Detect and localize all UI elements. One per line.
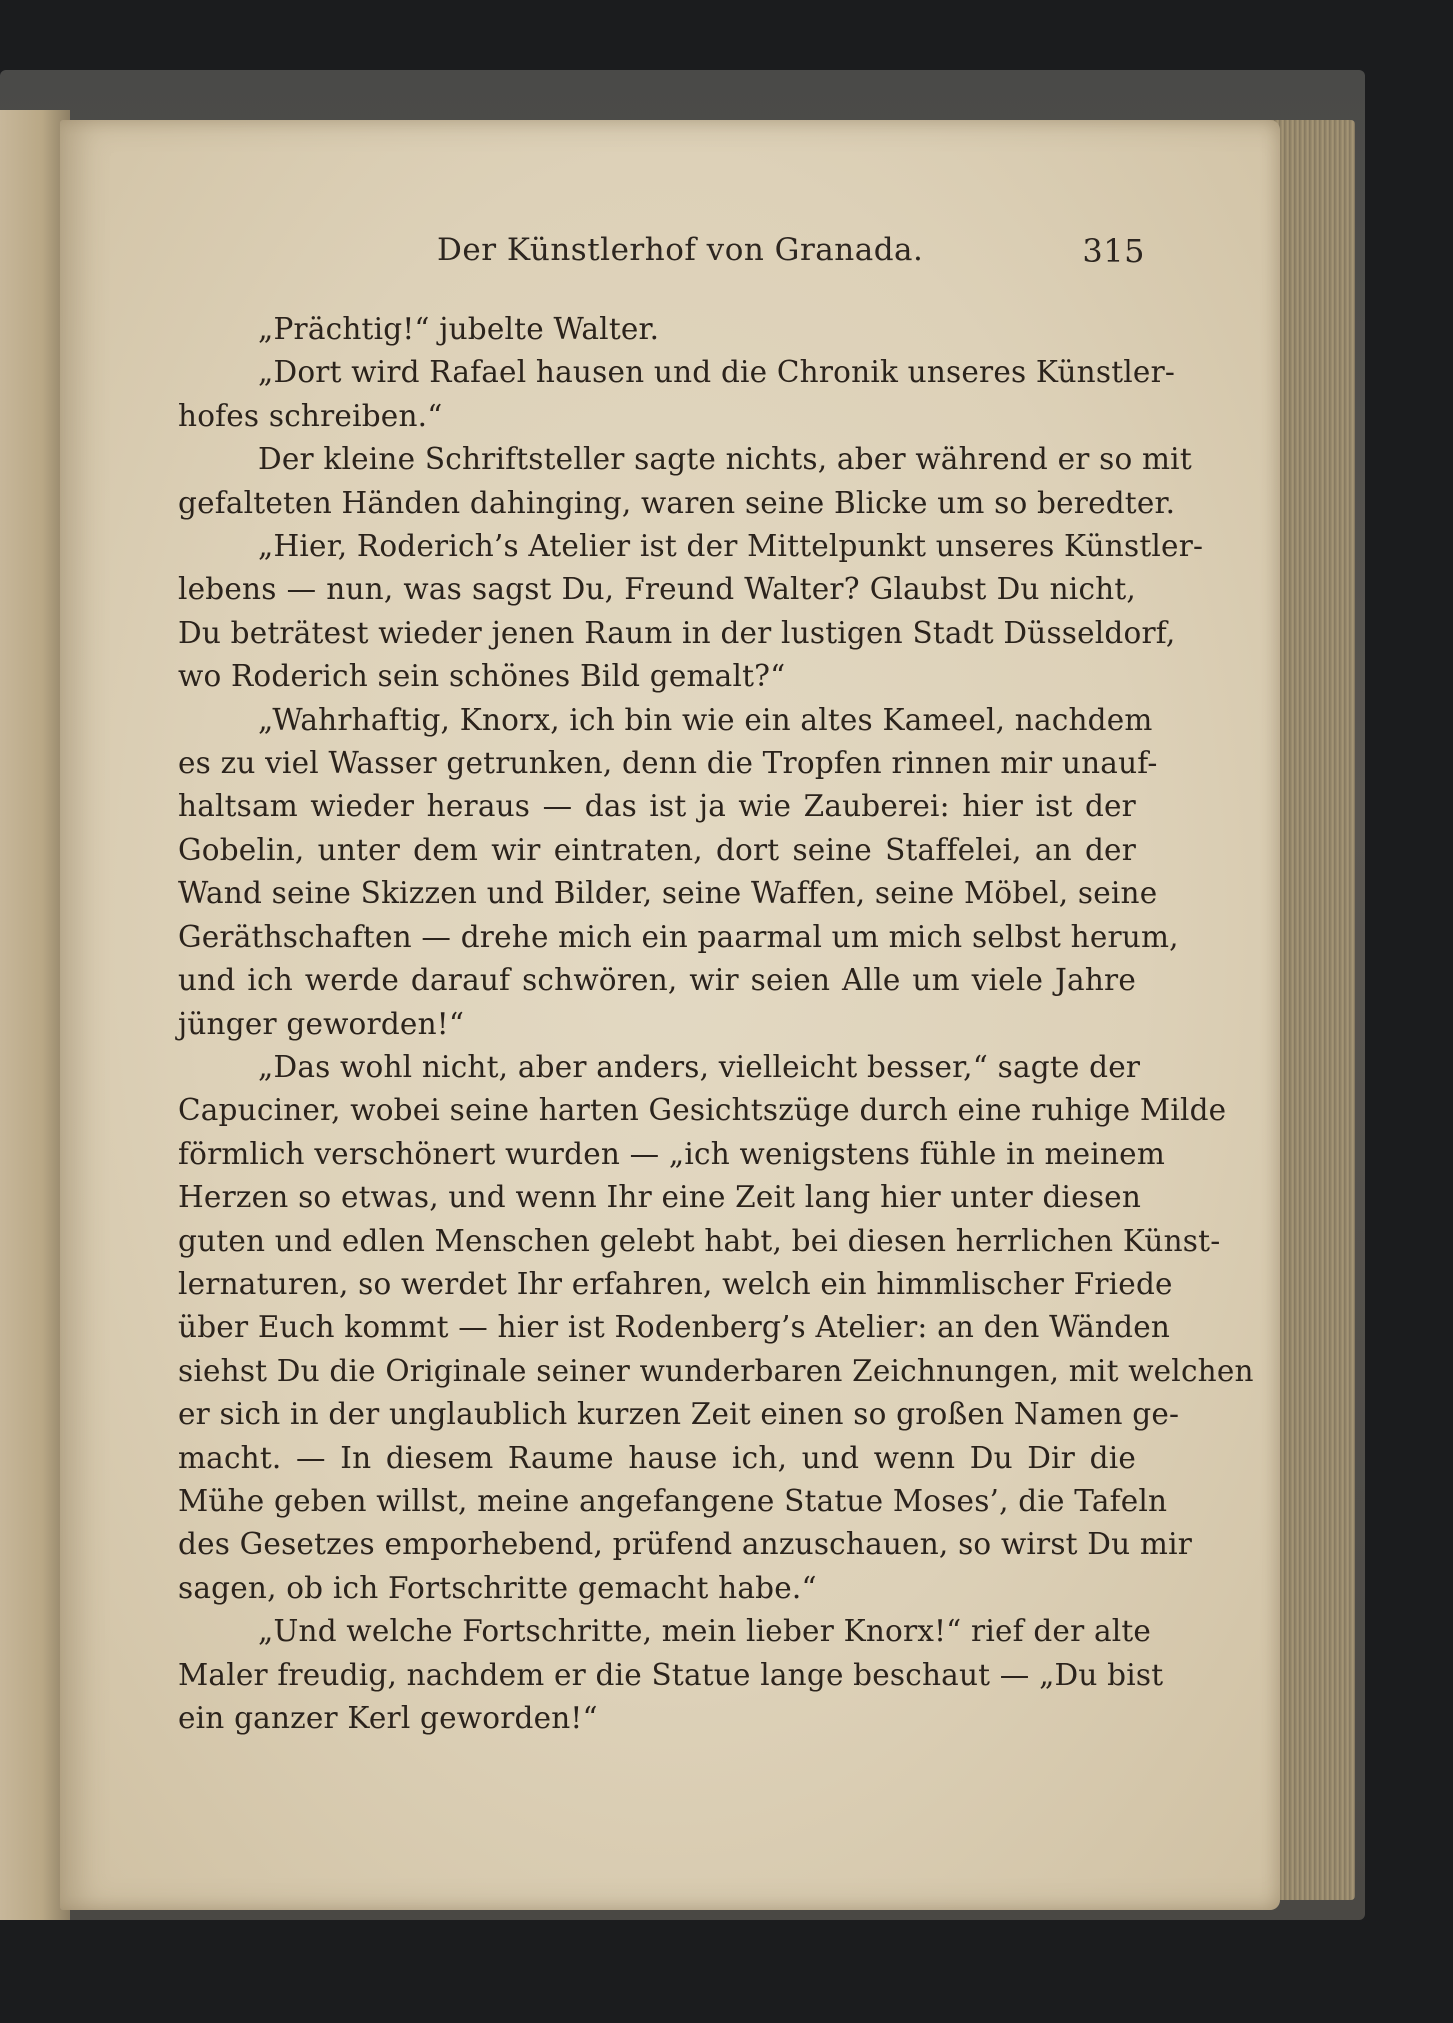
page-number: 315 xyxy=(1082,232,1145,270)
text-line: Du beträtest wieder jenen Raum in der lustigen Stadt Düsseldorf, xyxy=(178,615,1176,650)
text-line: Gobelin, unter dem wir eintraten, dort seine Staffelei, an der xyxy=(178,832,1136,867)
text-line: förmlich verschönert wurden — „ich wenigstens fühle in meinem xyxy=(178,1136,1166,1171)
text-line: Wand seine Skizzen und Bilder, seine Waffen, seine Möbel, seine xyxy=(178,876,1158,911)
running-title: Der Künstlerhof von Granada. xyxy=(437,232,924,268)
text-line: guten und edlen Menschen gelebt habt, bei diesen herrlichen Künst- xyxy=(178,1223,1221,1258)
text-line: „Wahrhaftig, Knorx, ich bin wie ein altes Kameel, nachdem xyxy=(258,702,1153,737)
body-text xyxy=(178,308,1254,1740)
text-line: Capuciner, wobei seine harten Gesichtszüge durch eine ruhige Milde xyxy=(178,1093,1227,1128)
text-line: jünger geworden!“ xyxy=(178,1006,465,1041)
text-line: lernaturen, so werdet Ihr erfahren, welch ein himmlischer Friede xyxy=(178,1266,1173,1301)
text-line: hofes schreiben.“ xyxy=(178,398,443,433)
text-line: Maler freudig, nachdem er die Statue lange beschaut — „Du bist xyxy=(178,1657,1164,1692)
text-line: des Gesetzes emporhebend, prüfend anzuschauen, so wirst Du mir xyxy=(178,1527,1193,1562)
text-line: „Das wohl nicht, aber anders, vielleicht besser,“ sagte der xyxy=(258,1049,1141,1084)
text-line: über Euch kommt — hier ist Rodenberg’s Atelier: an den Wänden xyxy=(178,1310,1171,1345)
text-line: es zu viel Wasser getrunken, denn die Tropfen rinnen mir unauf- xyxy=(178,746,1158,781)
text-line: macht. — In diesem Raume hause ich, und wenn Du Dir die xyxy=(178,1440,1136,1475)
text-line: wo Roderich sein schönes Bild gemalt?“ xyxy=(178,659,786,694)
text-line: Geräthschaften — drehe mich ein paarmal um mich selbst herum, xyxy=(178,919,1179,954)
text-line: lebens — nun, was sagst Du, Freund Walter? Glaubst Du nicht, xyxy=(178,572,1136,607)
text-line: „Hier, Roderich’s Atelier ist der Mittelpunkt unseres Künstler- xyxy=(258,529,1204,564)
text-line: Der kleine Schriftsteller sagte nichts, aber während er so mit xyxy=(258,442,1192,477)
page-header xyxy=(375,232,1145,272)
text-line: „Prächtig!“ jubelte Walter. xyxy=(258,312,660,346)
text-line: „Und welche Fortschritte, mein lieber Knorx!“ rief der alte xyxy=(258,1614,1152,1649)
text-line: Mühe geben willst, meine angefangene Statue Moses’, die Tafeln xyxy=(178,1483,1168,1518)
text-line: „Dort wird Rafael hausen und die Chronik unseres Künstler- xyxy=(258,355,1176,390)
text-line: er sich in der unglaublich kurzen Zeit einen so großen Namen ge- xyxy=(178,1397,1180,1432)
text-line: haltsam wieder heraus — das ist ja wie Zauberei: hier ist der xyxy=(178,789,1136,824)
text-line: Herzen so etwas, und wenn Ihr eine Zeit lang hier unter diesen xyxy=(178,1180,1142,1215)
text-line: siehst Du die Originale seiner wunderbaren Zeichnungen, mit welchen xyxy=(178,1353,1254,1388)
text-line: gefalteten Händen dahinging, waren seine Blicke um so beredter. xyxy=(178,485,1176,520)
text-line: und ich werde darauf schwören, wir seien Alle um viele Jahre xyxy=(178,963,1136,998)
text-line: sagen, ob ich Fortschritte gemacht habe.“ xyxy=(178,1570,817,1605)
text-line: ein ganzer Kerl geworden!“ xyxy=(178,1701,598,1735)
